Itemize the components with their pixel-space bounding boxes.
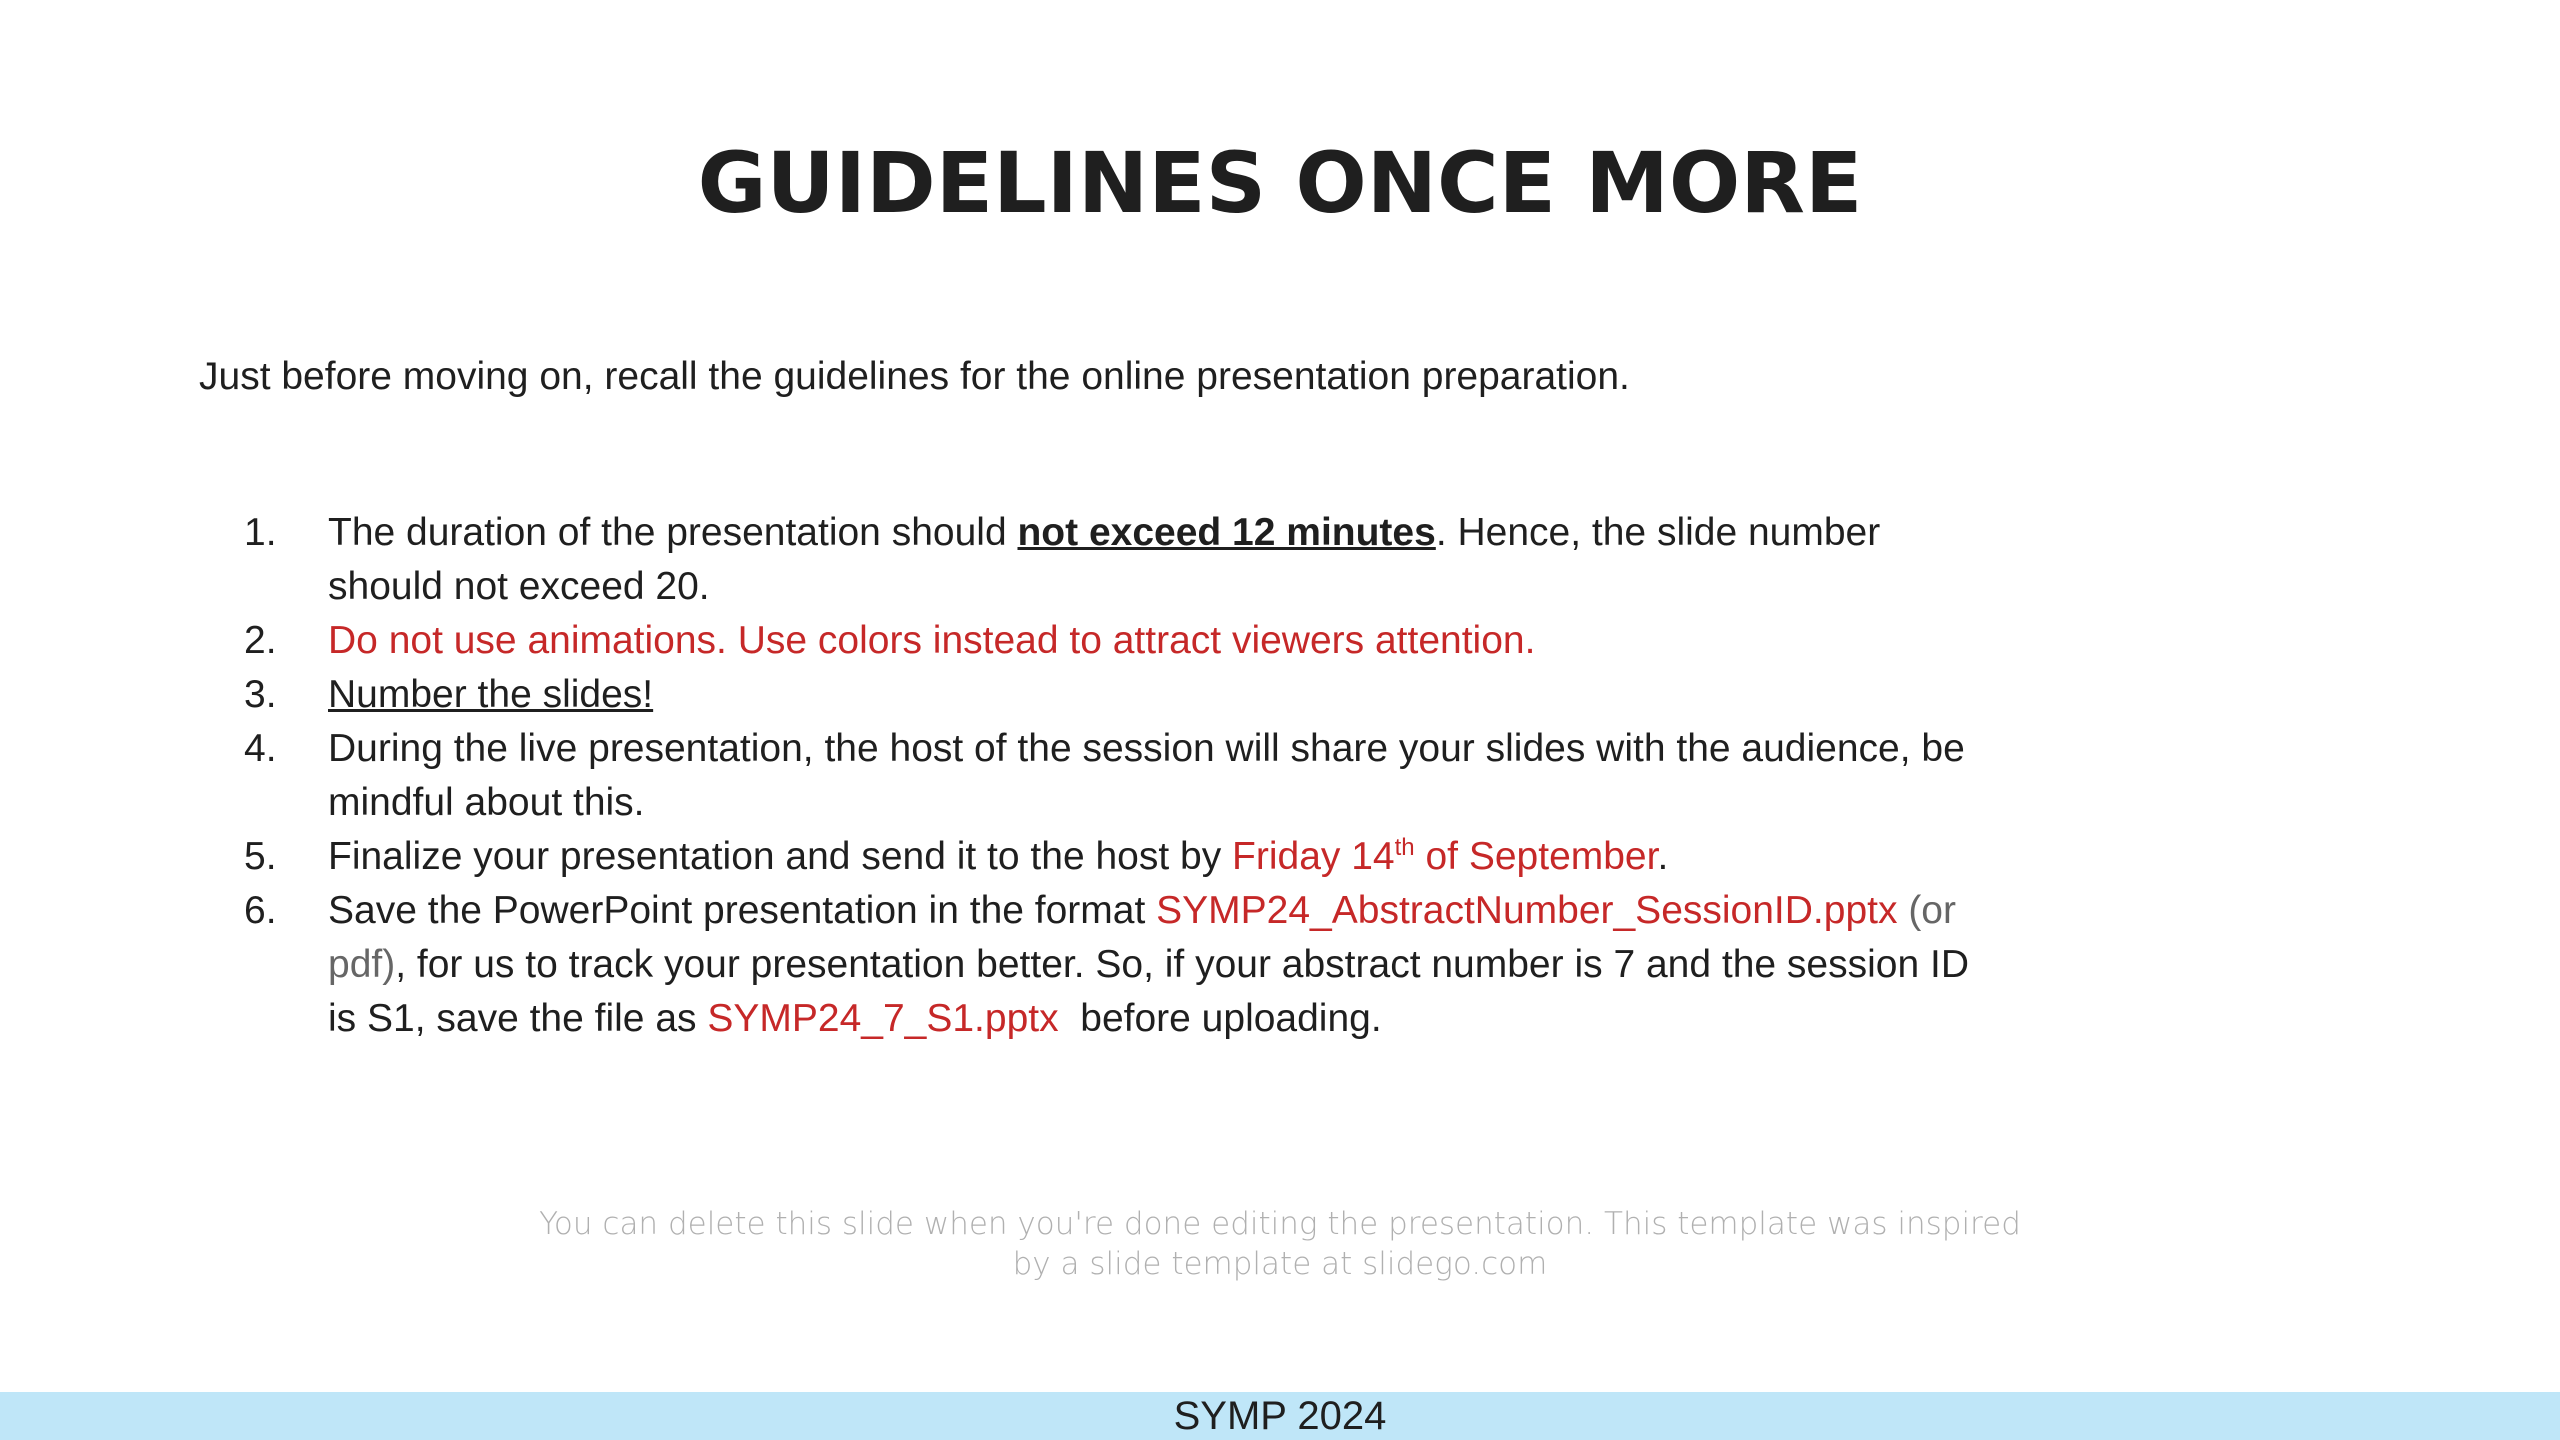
deadline-date-month: of September <box>1414 835 1658 878</box>
list-item <box>0 506 1988 614</box>
item-text: before uploading. <box>1058 997 1382 1040</box>
intro-text: Just before moving on, recall the guidelines for the online presentation preparation. <box>199 355 1630 398</box>
filename-format: SYMP24_AbstractNumber_SessionID.pptx <box>1156 889 1898 932</box>
item-number: 1. <box>244 511 277 554</box>
item-text: Finalize your presentation and send it to the host by <box>328 835 1233 878</box>
item-number: 3. <box>244 673 277 716</box>
template-note-line: by a slide template at slidego.com <box>1012 1246 1548 1282</box>
slide-title: GUIDELINES ONCE MORE <box>697 134 1863 232</box>
list-item <box>0 884 1988 1046</box>
item-text: Number the slides! <box>328 673 654 716</box>
item-number: 4. <box>244 727 277 770</box>
template-note <box>0 1204 2560 1284</box>
item-number: 2. <box>244 619 277 662</box>
item-text: During the live presentation, the host of the session will share your slides with the audience, be mindful about this. <box>328 727 1965 824</box>
list-item <box>0 830 1988 884</box>
guidelines-list <box>0 506 2560 1046</box>
duration-limit: not exceed 12 minutes <box>1017 511 1436 554</box>
deadline-date: Friday 14 <box>1232 835 1395 878</box>
template-note-line: You can delete this slide when you're done editing the presentation. This template was inspired <box>539 1206 2021 1242</box>
list-item <box>0 722 1988 830</box>
item-text: Save the PowerPoint presentation in the format <box>328 889 1157 932</box>
list-item <box>0 668 1988 722</box>
deadline-date-suffix: th <box>1394 834 1415 861</box>
item-text: , for us to track your presentation better. So, if your abstract number is 7 and the session ID is S1, save the file as <box>328 943 1969 1040</box>
item-text: Do not use animations. Use colors instead to attract viewers attention. <box>328 619 1536 662</box>
item-text: . <box>1657 835 1669 878</box>
item-text: The duration of the presentation should <box>328 511 1018 554</box>
alt-format: (or pdf) <box>328 889 1956 986</box>
list-item <box>0 614 1988 668</box>
item-text: . Hence, the slide number should not exceed 20. <box>328 511 1881 608</box>
footer-label: SYMP 2024 <box>1173 1394 1387 1438</box>
item-number: 6. <box>244 889 277 932</box>
filename-example: SYMP24_7_S1.pptx <box>707 997 1059 1040</box>
item-number: 5. <box>244 835 277 878</box>
